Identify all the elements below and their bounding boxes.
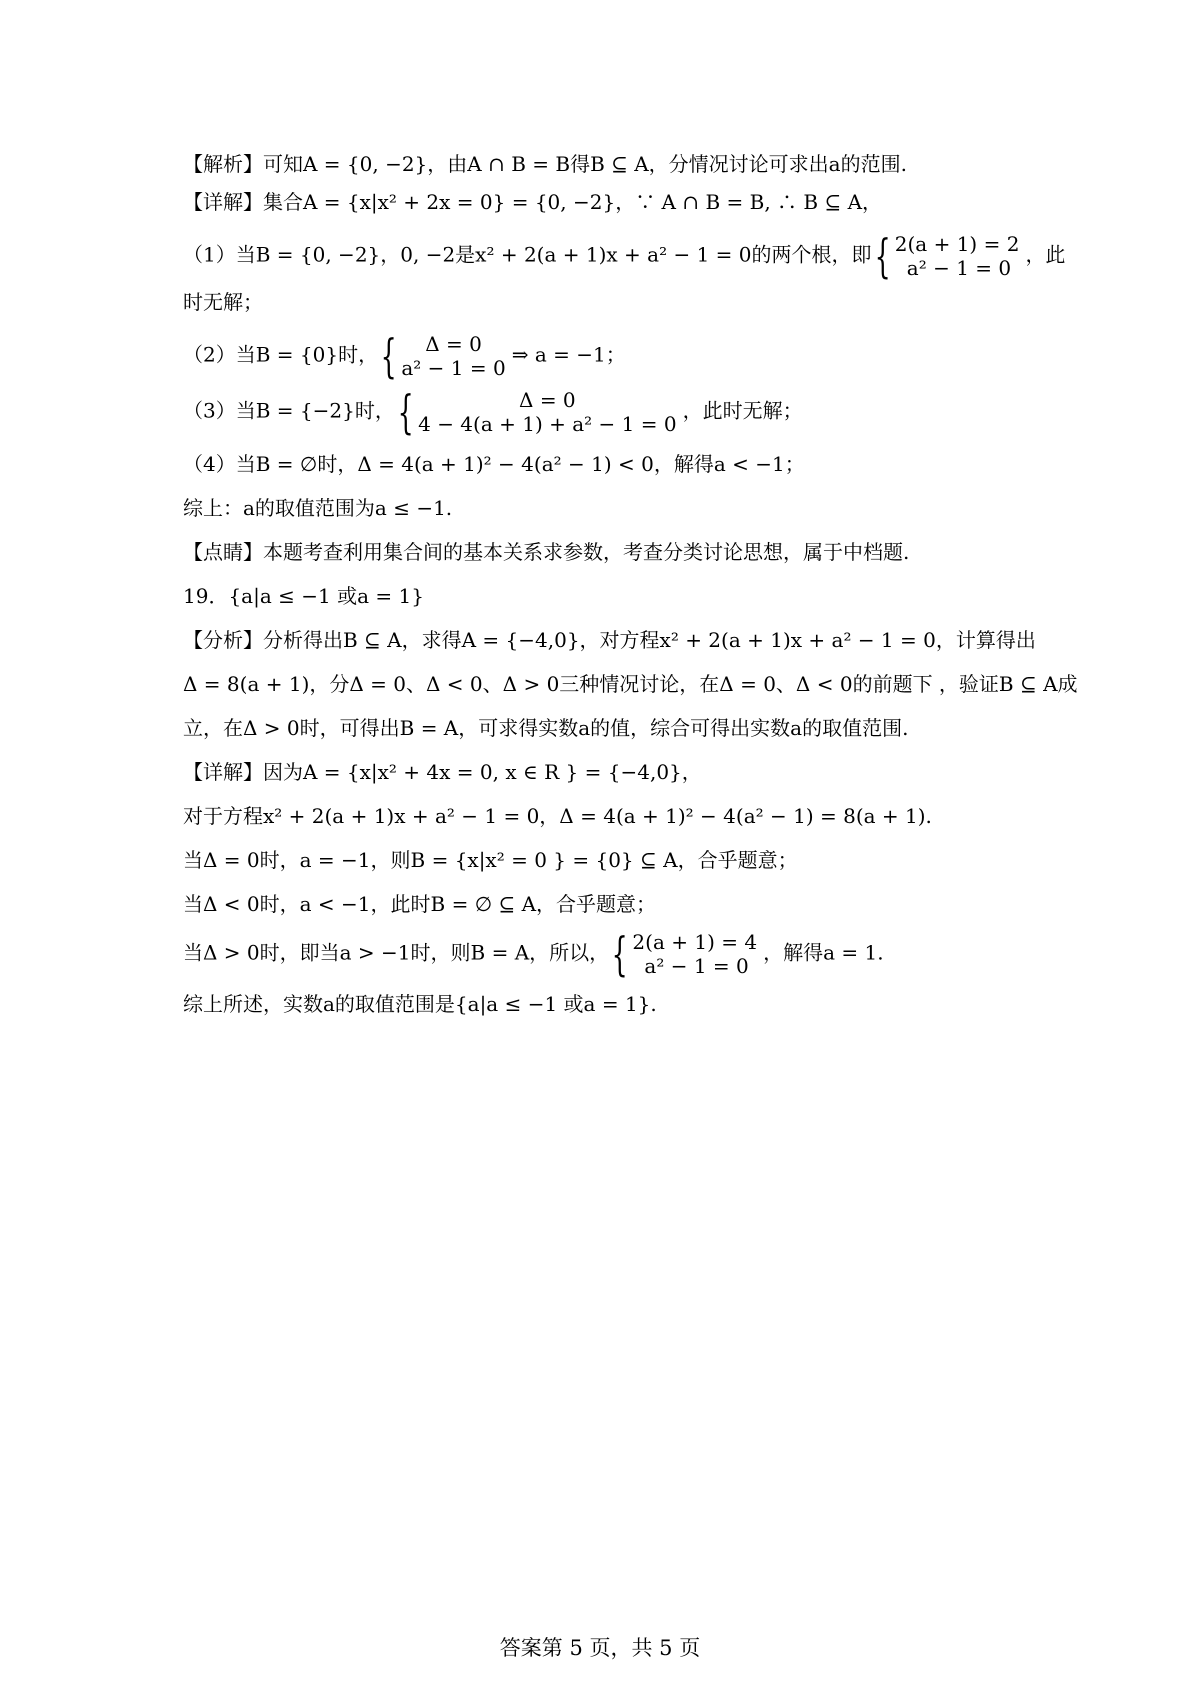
question-19-answer: 19．{a|a ≤ −1 或a = 1}	[183, 584, 424, 608]
system-eq-2: 4 − 4(a + 1) + a² − 1 = 0	[418, 412, 677, 436]
detail-19-line-1: 【详解】因为A = {x|x² + 4x = 0, x ∈ R } = {−4,0}，	[183, 760, 702, 784]
case-3-line	[183, 385, 803, 439]
analysis-19-line-3: 立，在Δ > 0时，可得出B = A，可求得实数a的值，综合可得出实数a的取值范围.	[183, 716, 909, 740]
system-eq-1: Δ = 0	[519, 388, 576, 412]
analysis-line: 【解析】可知A = {0, −2}，由A ∩ B = B得B ⊆ A，分情况讨论可求出a的范围.	[183, 152, 907, 176]
case-1-continued: 时无解；	[183, 290, 263, 314]
case-3-text: （3）当B = {−2}时，	[183, 398, 395, 423]
left-brace: {	[874, 229, 891, 283]
detail-5-text: 当Δ > 0时，即当a > −1时，则B = A，所以，	[183, 940, 610, 965]
system-eq-1: 2(a + 1) = 4	[632, 930, 758, 954]
case-1-text: （1）当B = {0, −2}，0, −2是x² + 2(a + 1)x + a² − 1 = 0的两个根，即	[183, 242, 872, 267]
case-3-tail: ，此时无解；	[682, 398, 803, 423]
analysis-19-line-1: 【分析】分析得出B ⊆ A，求得A = {−4,0}，对方程x² + 2(a + 1)x + a² − 1 = 0，计算得出	[183, 628, 1036, 652]
case-1-line	[183, 229, 1066, 283]
system-eq-1: 2(a + 1) = 2	[894, 232, 1020, 256]
case-1-system	[895, 232, 1020, 280]
left-brace: {	[611, 927, 628, 981]
detail-5-tail: ，解得a = 1.	[763, 940, 884, 965]
left-brace: {	[397, 385, 414, 439]
case-2-tail: ⇒ a = −1；	[511, 342, 626, 367]
detail-19-line-2: 对于方程x² + 2(a + 1)x + a² − 1 = 0，Δ = 4(a + 1)² − 4(a² − 1) = 8(a + 1).	[183, 804, 932, 828]
detail-5-system	[632, 930, 757, 978]
case-2-line	[183, 329, 626, 383]
detail-19-line-4: 当Δ < 0时，a < −1，此时B = ∅ ⊆ A，合乎题意；	[183, 892, 657, 916]
case-2-system	[401, 332, 505, 380]
page-footer: 答案第 5 页，共 5 页	[499, 1636, 701, 1660]
detail-line-1: 【详解】集合A = {x|x² + 2x = 0} = {0, −2}，∵ A ∩ B = B, ∴ B ⊆ A，	[183, 190, 883, 214]
system-eq-2: a² − 1 = 0	[906, 256, 1012, 280]
case-4-line: （4）当B = ∅时，Δ = 4(a + 1)² − 4(a² − 1) < 0，解得a < −1；	[183, 452, 805, 476]
system-eq-1: Δ = 0	[425, 332, 482, 356]
system-eq-2: a² − 1 = 0	[401, 356, 506, 380]
comment-line: 【点睛】本题考查利用集合间的基本关系求参数，考查分类讨论思想，属于中档题.	[183, 540, 910, 564]
system-eq-2: a² − 1 = 0	[644, 954, 749, 978]
case-2-text: （2）当B = {0}时，	[183, 342, 379, 367]
case-1-tail: ，此	[1025, 242, 1066, 267]
detail-19-line-5	[183, 927, 884, 981]
summary-line: 综上：a的取值范围为a ≤ −1.	[183, 496, 453, 520]
analysis-19-line-2: Δ = 8(a + 1)，分Δ = 0、Δ < 0、Δ > 0三种情况讨论，在Δ = 0、Δ < 0的前题下 ，验证B ⊆ A成	[183, 672, 1078, 696]
case-3-system	[418, 388, 676, 436]
left-brace: {	[380, 329, 397, 383]
conclusion-line: 综上所述，实数a的取值范围是{a|a ≤ −1 或a = 1}.	[183, 992, 657, 1016]
detail-19-line-3: 当Δ = 0时，a = −1，则B = {x|x² = 0 } = {0} ⊆ A，合乎题意；	[183, 848, 798, 872]
